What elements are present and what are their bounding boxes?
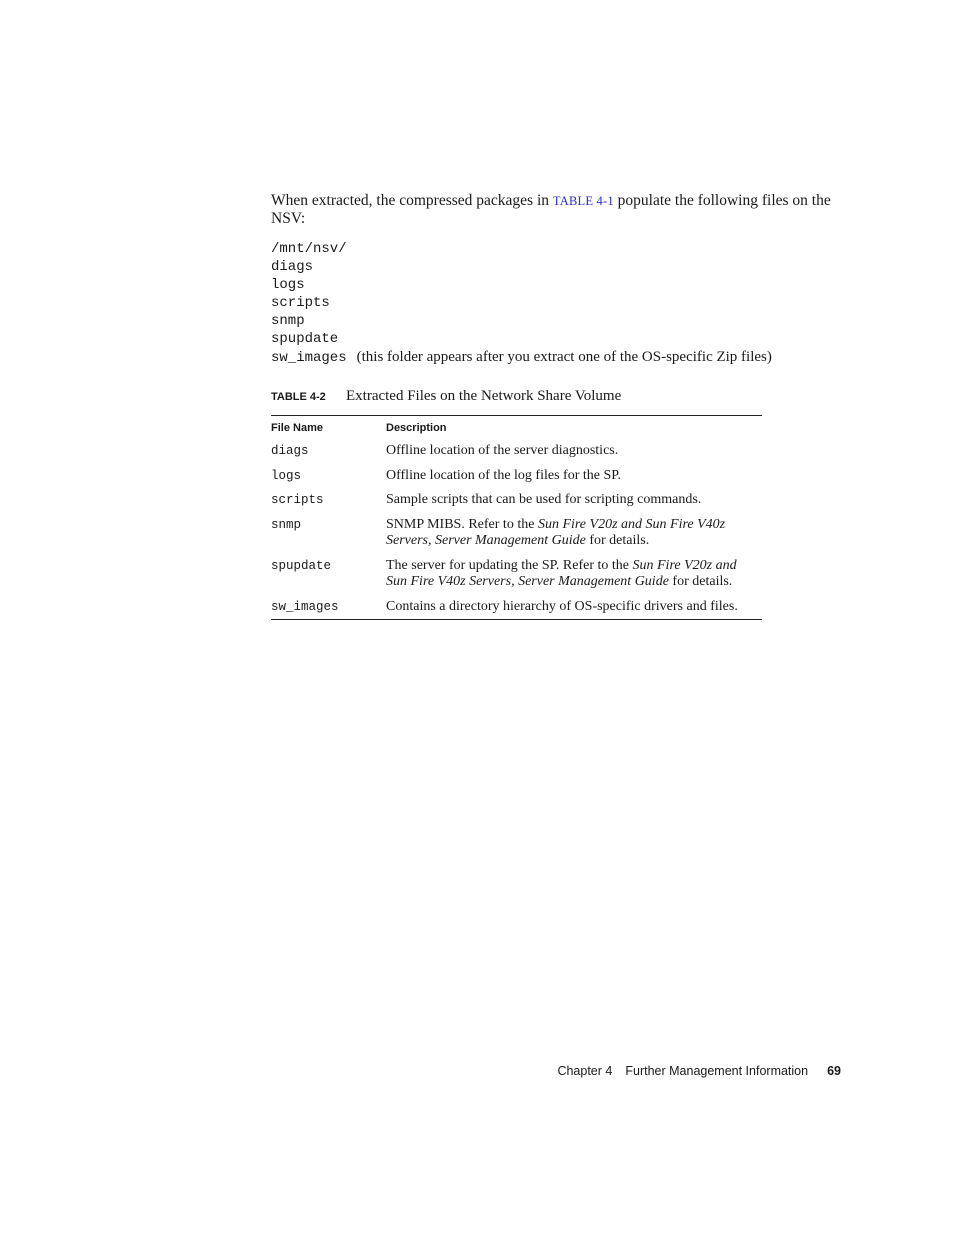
listing-line xyxy=(271,348,836,367)
page-footer xyxy=(557,1064,841,1078)
intro-text-before: When extracted, the compressed packages in xyxy=(271,192,553,209)
page-number: 69 xyxy=(827,1064,841,1078)
listing-path: /mnt/nsv/ xyxy=(271,241,347,257)
description-cell xyxy=(386,464,762,489)
header-description: Description xyxy=(386,422,447,434)
listing-path: snmp xyxy=(271,313,305,329)
description-cell xyxy=(386,513,762,554)
listing-note: (this folder appears after you extract one of the OS-specific Zip files) xyxy=(356,349,772,365)
description-text: Offline location of the server diagnostics. xyxy=(386,443,619,458)
file-listing xyxy=(271,240,836,367)
description-text: Contains a directory hierarchy of OS-specific drivers and files. xyxy=(386,598,738,614)
table-row xyxy=(271,554,762,595)
page-content xyxy=(271,192,836,620)
table-body xyxy=(271,439,762,620)
table-4-1-link[interactable]: TABLE 4-1 xyxy=(552,194,614,208)
listing-line xyxy=(271,240,836,258)
footer-chapter: Chapter 4 xyxy=(557,1064,613,1078)
description-text: Offline location of the log files for the SP. xyxy=(386,467,621,483)
listing-path: scripts xyxy=(271,295,330,311)
table-row xyxy=(271,595,762,620)
listing-line xyxy=(271,312,836,330)
description-text: Sample scripts that can be used for scripting commands. xyxy=(386,492,702,507)
footer-chapter-title: Further Management Information xyxy=(625,1064,809,1078)
description-text: for details. xyxy=(668,574,733,589)
description-cell xyxy=(386,488,762,513)
table-row xyxy=(271,488,762,513)
description-text: The server for updating the SP. Refer to the xyxy=(386,557,633,573)
header-file-name: File Name xyxy=(271,422,323,434)
description-cell xyxy=(386,439,762,464)
intro-text-after: populate the following files on the NSV: xyxy=(271,192,831,227)
listing-line xyxy=(271,294,836,312)
listing-path: logs xyxy=(271,277,305,293)
table-number: TABLE 4-2 xyxy=(271,391,326,403)
listing-path: diags xyxy=(271,259,314,275)
book-title: Sun Fire V20z and Sun Fire V40z Servers, Server Management Guide xyxy=(386,557,737,589)
listing-path: spupdate xyxy=(271,331,339,347)
table-title: Extracted Files on the Network Share Volume xyxy=(346,388,622,404)
file-name-cell: spupdate xyxy=(271,558,332,573)
table-row xyxy=(271,439,762,464)
listing-line xyxy=(271,330,836,348)
file-name-cell: scripts xyxy=(271,493,324,507)
description-text: SNMP MIBS. Refer to the xyxy=(386,516,538,532)
book-title: Sun Fire V20z and Sun Fire V40z Servers, Server Management Guide xyxy=(386,516,726,548)
description-cell xyxy=(386,554,762,595)
table-row xyxy=(271,513,762,554)
description-text: for details. xyxy=(585,533,650,548)
table-header-row xyxy=(271,416,762,440)
listing-path: sw_images xyxy=(271,350,347,366)
table-row xyxy=(271,464,762,489)
extracted-files-table xyxy=(271,415,762,620)
file-name-cell: sw_images xyxy=(271,599,339,614)
file-name-cell: diags xyxy=(271,444,309,458)
listing-line xyxy=(271,276,836,294)
description-cell xyxy=(386,595,762,620)
file-name-cell: snmp xyxy=(271,517,302,532)
listing-line xyxy=(271,258,836,276)
file-name-cell: logs xyxy=(271,468,302,483)
table-caption xyxy=(271,388,836,405)
intro-paragraph xyxy=(271,192,836,228)
